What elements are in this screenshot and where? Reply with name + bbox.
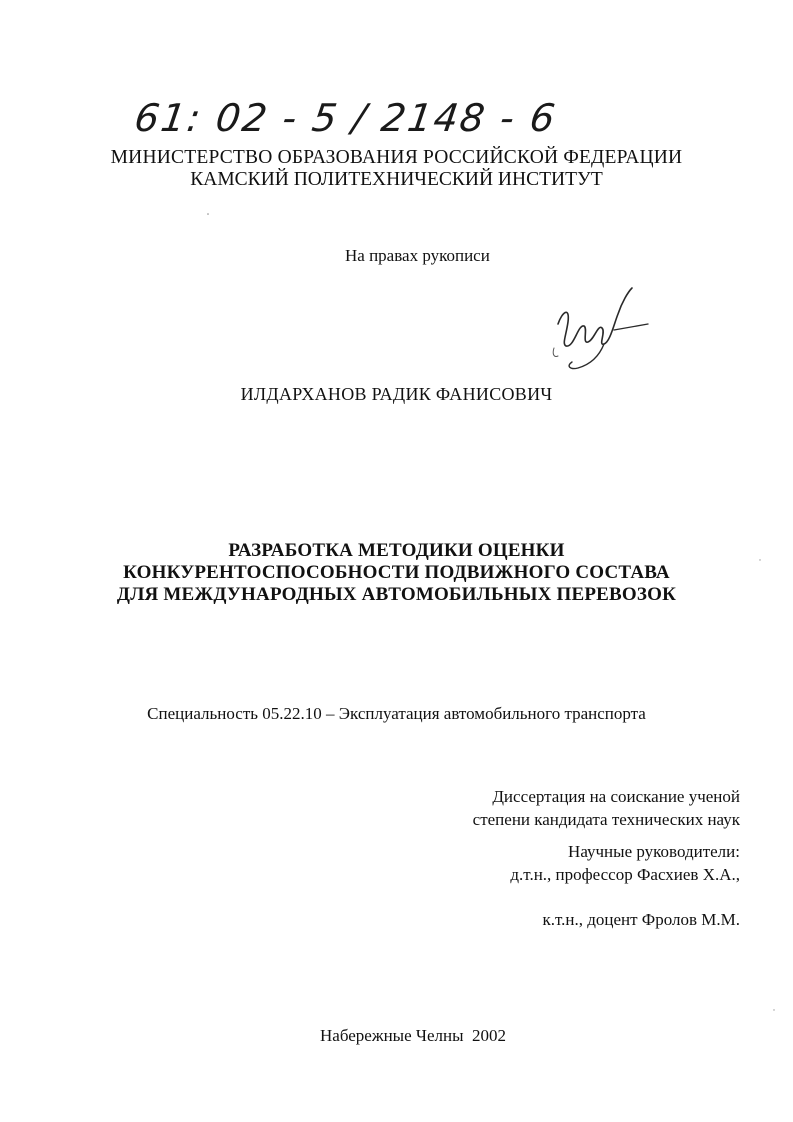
supervisors-label: Научные руководители: [568,842,740,861]
ministry-name: МИНИСТЕРСТВО ОБРАЗОВАНИЯ РОССИЙСКОЙ ФЕДЕРАЦИИ [110,147,683,168]
archive-code-handwritten: 61: 02 - 5 / 2148 - 6 [131,96,560,140]
dissertation-title [0,540,793,606]
title-line-2: КОНКУРЕНТОСПОСОБНОСТИ ПОДВИЖНОГО СОСТАВА [123,562,670,583]
author-name: ИЛДАРХАНОВ РАДИК ФАНИСОВИЧ [240,384,553,404]
title-line-1: РАЗРАБОТКА МЕТОДИКИ ОЦЕНКИ [228,540,565,561]
signature [548,284,658,374]
place-and-year: Набережные Челны 2002 [320,1026,506,1045]
title-line-3: ДЛЯ МЕЖДУНАРОДНЫХ АВТОМОБИЛЬНЫХ ПЕРЕВОЗОК [116,584,677,605]
supervisor-first: д.т.н., профессор Фасхиев Х.А., [510,865,740,884]
institute-name: КАМСКИЙ ПОЛИТЕХНИЧЕСКИЙ ИНСТИТУТ [190,169,603,190]
specialty-line: Специальность 05.22.10 – Эксплуатация автомобильного транспорта [147,704,646,723]
manuscript-rights-note: На правах рукописи [345,246,490,265]
supervisor-second: к.т.н., доцент Фролов М.М. [542,910,740,929]
degree-line-2: степени кандидата технических наук [472,810,740,829]
degree-statement [473,785,740,831]
degree-line-1: Диссертация на соискание ученой [492,787,740,806]
